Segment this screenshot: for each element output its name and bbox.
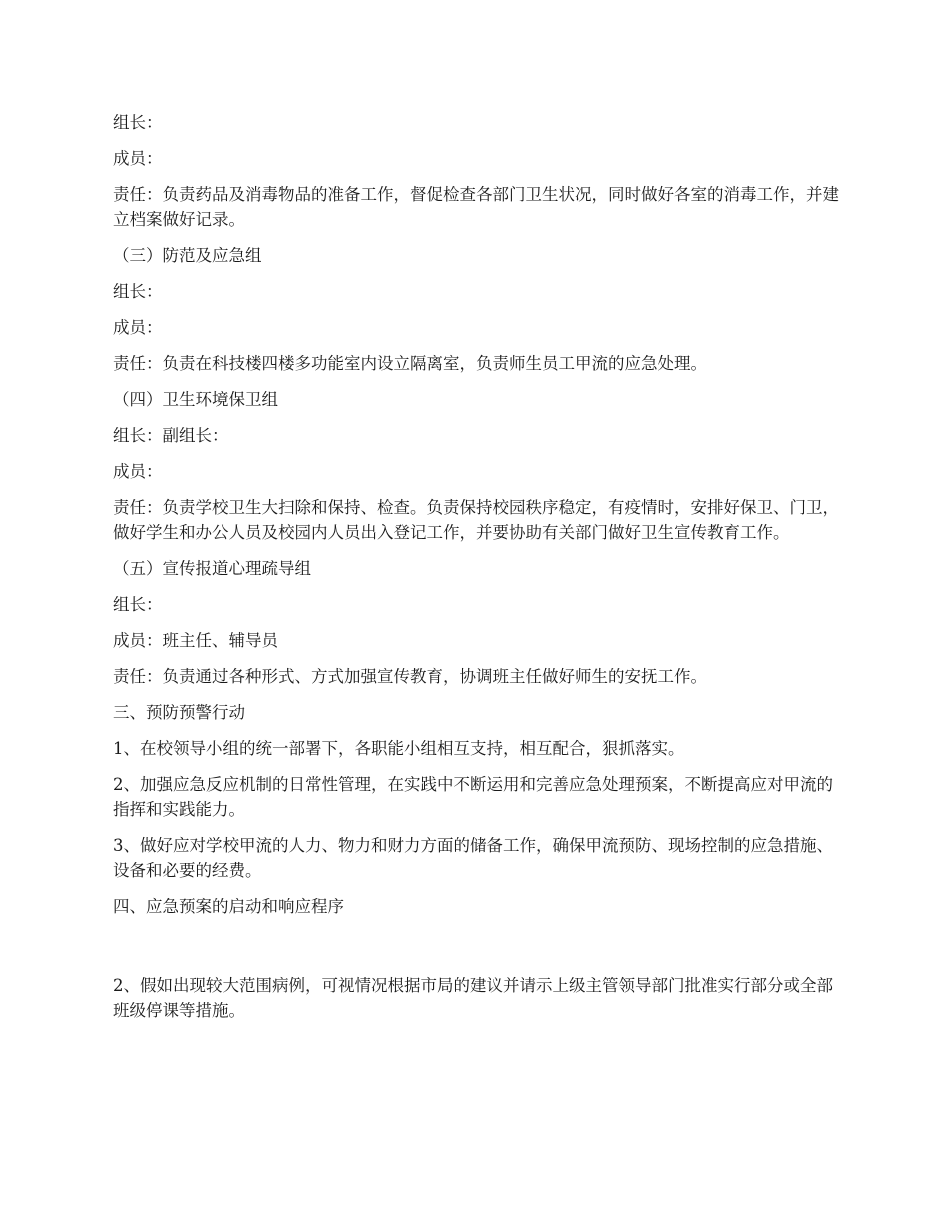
chapter-heading: 四、应急预案的启动和响应程序 bbox=[113, 897, 344, 916]
numbered-item: 1、在校领导小组的统一部署下，各职能小组相互支持，相互配合，狠抓落实。 bbox=[113, 739, 685, 758]
team-leader-line: 组长： bbox=[113, 595, 163, 614]
document-body bbox=[113, 110, 843, 1023]
section-heading: （五）宣传报道心理疏导组 bbox=[113, 559, 311, 578]
team-leader-line: 组长： bbox=[113, 282, 163, 301]
members-line: 成员： bbox=[113, 462, 163, 481]
team-leader-line: 组长：副组长： bbox=[113, 426, 229, 445]
responsibility-paragraph: 责任：负责在科技楼四楼多功能室内设立隔离室，负责师生员工甲流的应急处理。 bbox=[113, 354, 707, 373]
numbered-item: 2、假如出现较大范围病例，可视情况根据市局的建议并请示上级主管领导部门批准实行部分或全部班级停课等措施。 bbox=[113, 976, 833, 1020]
numbered-item: 3、做好应对学校甲流的人力、物力和财力方面的储备工作，确保甲流预防、现场控制的应急措施、设备和必要的经费。 bbox=[113, 836, 833, 880]
team-leader-line: 组长： bbox=[113, 113, 163, 132]
chapter-heading: 三、预防预警行动 bbox=[113, 703, 245, 722]
members-line: 成员： bbox=[113, 318, 163, 337]
responsibility-paragraph: 责任：负责通过各种形式、方式加强宣传教育，协调班主任做好师生的安抚工作。 bbox=[113, 667, 707, 686]
section-heading: （三）防范及应急组 bbox=[113, 246, 262, 265]
responsibility-paragraph: 责任：负责学校卫生大扫除和保持、检查。负责保持校园秩序稳定，有疫情时，安排好保卫、门卫，做好学生和办公人员及校园内人员出入登记工作，并要协助有关部门做好卫生宣传教育工作。 bbox=[113, 498, 839, 542]
section-heading: （四）卫生环境保卫组 bbox=[113, 390, 278, 409]
numbered-item: 2、加强应急反应机制的日常性管理，在实践中不断运用和完善应急处理预案，不断提高应对甲流的指挥和实践能力。 bbox=[113, 775, 833, 819]
members-line: 成员： bbox=[113, 149, 163, 168]
members-line: 成员：班主任、辅导员 bbox=[113, 631, 278, 650]
responsibility-paragraph: 责任：负责药品及消毒物品的准备工作，督促检查各部门卫生状况，同时做好各室的消毒工作，并建立档案做好记录。 bbox=[113, 185, 839, 229]
